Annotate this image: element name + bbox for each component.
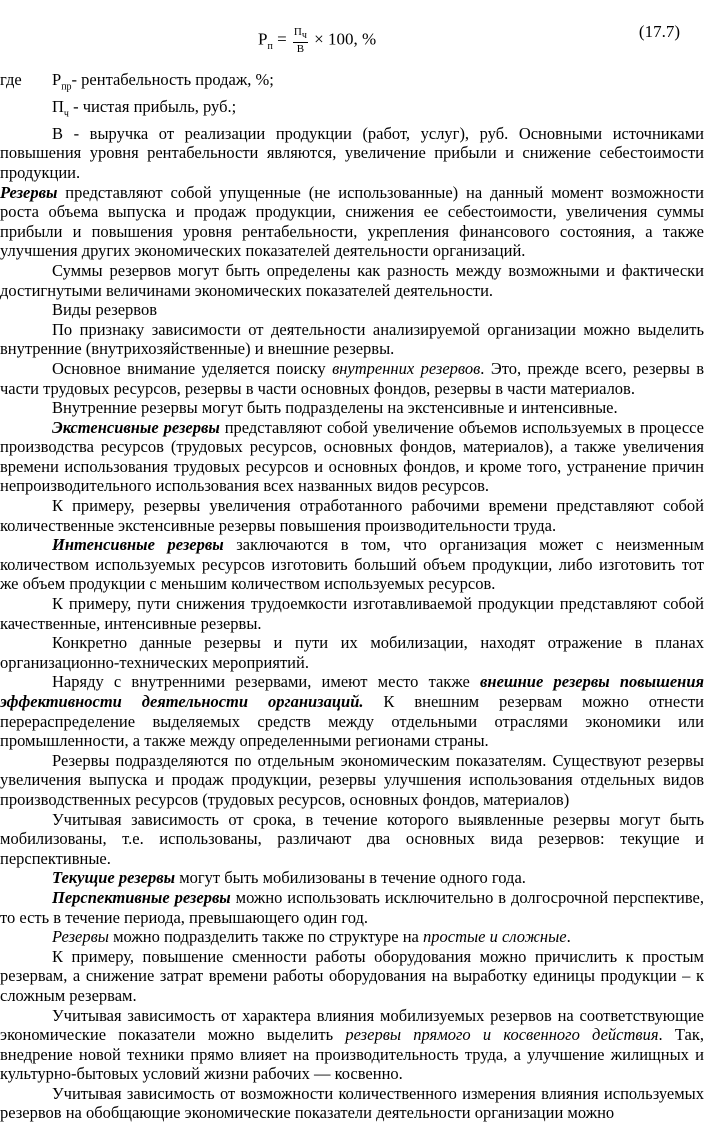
formula-lhs: Р: [258, 29, 268, 49]
paragraph-reserves-sums: Суммы резервов могут быть определены как разность между возможными и фактически достигнутыми величинами экономических показателей деятельности.: [0, 260, 704, 300]
equation-number: (17.7): [638, 22, 680, 41]
paragraph-internal-external: По признаку зависимости от деятельности анализируемой организации можно выделить внутренние (внутрихозяйственные) и внешние резервы.: [0, 319, 704, 359]
paragraph-structure-example: К примеру, повышение сменности работы оборудования можно причислить к простым резервам, а снижение затрат времени работы оборудования на выработку единицы продукции – к сложным резервам.: [0, 946, 704, 1005]
where-definition-3: В - выручка от реализации продукции (работ, услуг), руб. Основными источниками повышения уровня рентабельности являются, увеличение прибыли и снижение себестоимости продукции.: [0, 123, 704, 182]
paragraph-reserves-definition: Резервы представляют собой упущенные (не использованные) на данный момент возможности роста объема выпуска и продаж продукции, снижения ее себестоимости, увеличения суммы прибыли и повышения уровня рентабельности, укрепления финансового состояния, а также улучшения других экономических показателей деятельности организаций.: [0, 182, 704, 261]
paragraph-extensive-example: К примеру, резервы увеличения отработанного рабочими времени представляют собой количественные экстенсивные резервы повышения производительности труда.: [0, 496, 704, 535]
paragraph-extensive-intensive: Внутренние резервы могут быть подразделены на экстенсивные и интенсивные.: [52, 398, 618, 418]
formula-lhs-sub: п: [267, 40, 273, 52]
paragraph-external-reserves: Наряду с внутренними резервами, имеют место также внешние резервы повышения эффективности деятельности организаций. К внешним резервам можно отнести перераспределение выделяемых средств между отдельными отраслями экономики или промышленности, а также между определенными регионами страны.: [0, 672, 704, 751]
formula-tail: × 100, %: [314, 29, 377, 49]
formula-equals: =: [277, 29, 287, 49]
paragraph-intensive-reserves: Интенсивные резервы заключаются в том, что организация может с неизменным количеством используемых ресурсов изготовить больший объем продукции, либо изготовить тот же объем продукции с меньшим количеством используемых ресурсов.: [0, 535, 704, 594]
paragraph-by-indicators: Резервы подразделяются по отдельным экономическим показателям. Существуют резервы увеличения выпуска и продаж продукции, резервы улучшения использования отдельных видов производственных ресурсов (трудовых ресурсов, основных фондов, материалов): [0, 750, 704, 809]
where-label: где: [0, 70, 22, 89]
formula-denominator: В: [296, 43, 305, 56]
paragraph-quantitative-measure: Учитывая зависимость от возможности количественного измерения влияния используемых резервов на обобщающие экономические показатели деятельности организации можно: [0, 1083, 704, 1123]
document-body: [0, 70, 704, 1123]
paragraph-current-reserves: Текущие резервы могут быть мобилизованы в течение одного года.: [52, 868, 526, 888]
paragraph-mobilization-plans: Конкретно данные резервы и пути их мобилизации, находят отражение в планах организационно-технических мероприятий.: [0, 633, 704, 672]
paragraph-extensive-reserves: Экстенсивные резервы представляют собой увеличение объемов используемых в процессе производства ресурсов (трудовых ресурсов, основных фондов, материалов), а также увеличения времени использования трудовых ресурсов и основных фондов, и кроме того, устранение причин непроизводительного использования всех названных видов ресурсов.: [0, 417, 704, 496]
paragraph-by-term: Учитывая зависимость от срока, в течение которого выявленные резервы могут быть мобилизованы, т.е. использованы, различают два основных вида резервов: текущие и перспективные.: [0, 809, 704, 868]
paragraph-by-structure: Резервы можно подразделить также по структуре на простые и сложные.: [52, 927, 571, 947]
formula-row: [0, 20, 704, 60]
where-definition-2: $П_ч$ - чистая прибыль, руб.;: [52, 96, 237, 120]
paragraph-direct-indirect: Учитывая зависимость от характера влияния мобилизуемых резервов на соответствующие экономические показатели можно выделить резервы прямого и косвенного действия. Так, внедрение новой техники прямо влияет на производительность труда, а улучшение жилищных и культурно-бытовых условий жизни рабочих — косвенно.: [0, 1005, 704, 1084]
formula-fraction: [293, 26, 308, 55]
where-line-1: [0, 70, 704, 97]
paragraph-intensive-example: К примеру, пути снижения трудоемкости изготавливаемой продукции представляют собой качественные, интенсивные резервы.: [0, 594, 704, 633]
formula-numerator: $П_ч$: [293, 26, 307, 42]
paragraph-perspective-reserves: Перспективные резервы можно использовать исключительно в долгосрочной перспективе, то есть в течение периода, превышающего один год.: [0, 887, 704, 927]
paragraph-reserves-types-heading: Виды резервов: [52, 300, 158, 320]
paragraph-internal-focus: Основное внимание уделяется поиску внутренних резервов. Это, прежде всего, резервы в части трудовых ресурсов, резервы в части основных фондов, резервы в части материалов.: [0, 358, 704, 398]
where-definition-1: $Р_{пр}-$ рентабельность продаж, %;: [52, 70, 274, 93]
profitability-formula: [258, 26, 376, 56]
